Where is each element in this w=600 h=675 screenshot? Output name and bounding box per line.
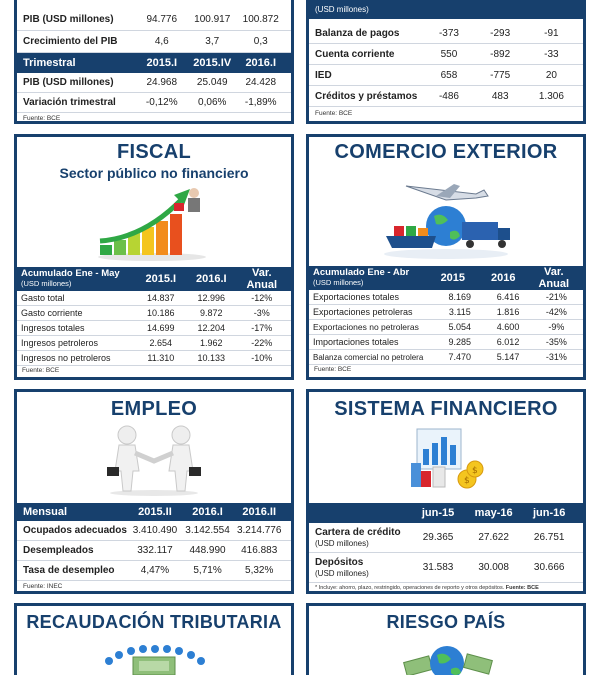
- riesgo-title: RIESGO PAÍS: [386, 612, 506, 632]
- quarter-header: Trimestral 2015.I 2015.IV 2016.I: [17, 53, 291, 73]
- table-row: Depósitos (USD millones) 31.583 30.008 30.666: [309, 553, 583, 583]
- finance-chart-icon: [401, 423, 491, 497]
- table-row: Cartera de crédito (USD millones) 29.365 27.622 26.751: [309, 523, 583, 553]
- trade-transport-icon: [376, 166, 516, 262]
- table-row: Gasto corriente 10.186 9.872 -3%: [17, 306, 291, 321]
- quarter-pib-row: PIB (USD millones) 24.968 25.049 24.428: [17, 73, 291, 93]
- financiero-panel: [306, 389, 586, 594]
- quarter-variation-row: Variación trimestral -0,12% 0,06% -1,89%: [17, 93, 291, 113]
- fiscal-title: FISCAL: [116, 141, 192, 163]
- table-row: Exportaciones totales 8.169 6.416 -21%: [309, 290, 583, 305]
- table-row: Importaciones totales 9.285 6.012 -35%: [309, 335, 583, 350]
- unit-header: (USD millones): [309, 0, 583, 19]
- riesgo-panel: [306, 603, 586, 675]
- table-row: Gasto total 14.837 12.996 -12%: [17, 291, 291, 306]
- svg-text:$: $: [464, 476, 470, 486]
- source-note: Fuente: BCE: [22, 367, 60, 374]
- table-row: Créditos y préstamos -486 483 1.306: [309, 86, 583, 107]
- table-row: Tasa de desempleo 4,47% 5,71% 5,32%: [17, 561, 291, 581]
- fiscal-panel: [14, 134, 294, 380]
- table-row: IED 658 -775 20: [309, 65, 583, 86]
- comercio-panel: [306, 134, 586, 380]
- table-row: Ingresos no petroleros 11.310 10.133 -10%: [17, 351, 291, 366]
- recaudacion-panel: [14, 603, 294, 675]
- table-row: Exportaciones petroleras 3.115 1.816 -42%: [309, 305, 583, 320]
- table-row: Ingresos petroleros 2.654 1.962 -22%: [17, 336, 291, 351]
- source-note: Fuente: BCE: [23, 115, 61, 122]
- table-row: Ingresos totales 14.699 12.204 -17%: [17, 321, 291, 336]
- empleo-title: EMPLEO: [110, 398, 198, 420]
- fiscal-table-header: Acumulado Ene - May (USD millones) 2015.I 2016.I Var. Anual: [17, 267, 291, 291]
- source-note: Fuente: BCE: [315, 110, 353, 117]
- source-note: Fuente: BCE: [314, 366, 352, 373]
- handshake-icon: [99, 423, 209, 497]
- table-row: Ocupados adecuados 3.410.490 3.142.554 3.214.776: [17, 521, 291, 541]
- table-row: Exportaciones no petroleras 5.054 4.600 -9%: [309, 320, 583, 335]
- table-row: Desempleados 332.117 448.990 416.883: [17, 541, 291, 561]
- table-row: Balanza de pagos -373 -293 -91: [309, 23, 583, 44]
- footnote: * Incluye: ahorro, plazo, restringido, operaciones de reporto y otros depósitos. Fuente: BCE: [315, 585, 539, 591]
- comercio-table-header: Acumulado Ene - Abr (USD millones) 2015 2016 Var. Anual: [309, 266, 583, 290]
- comercio-title: COMERCIO EXTERIOR: [334, 141, 558, 163]
- empleo-panel: [14, 389, 294, 594]
- money-circle-icon: [99, 637, 209, 675]
- table-row: Cuenta corriente 550 -892 -33: [309, 44, 583, 65]
- table-row: Balanza comercial no petrolera 7.470 5.147 -31%: [309, 350, 583, 365]
- empleo-table-header: Mensual 2015.II 2016.I 2016.II: [17, 503, 291, 521]
- source-note: Fuente: INEC: [23, 583, 63, 590]
- globe-money-icon: [391, 637, 501, 675]
- svg-text:$: $: [472, 466, 478, 476]
- financiero-table-header: jun-15 may-16 jun-16: [309, 503, 583, 523]
- growth-chart-icon: [94, 183, 214, 263]
- pib-panel: [14, 0, 294, 124]
- fiscal-subtitle: Sector público no financiero: [59, 165, 249, 181]
- growth-row: Crecimiento del PIB 4,6 3,7 0,3: [17, 31, 291, 53]
- balanza-panel: [306, 0, 586, 124]
- recaudacion-title: RECAUDACIÓN TRIBUTARIA: [26, 612, 282, 632]
- financiero-title: SISTEMA FINANCIERO: [334, 398, 558, 420]
- pib-annual-row: PIB (USD millones) 94.776 100.917 100.872: [17, 9, 291, 31]
